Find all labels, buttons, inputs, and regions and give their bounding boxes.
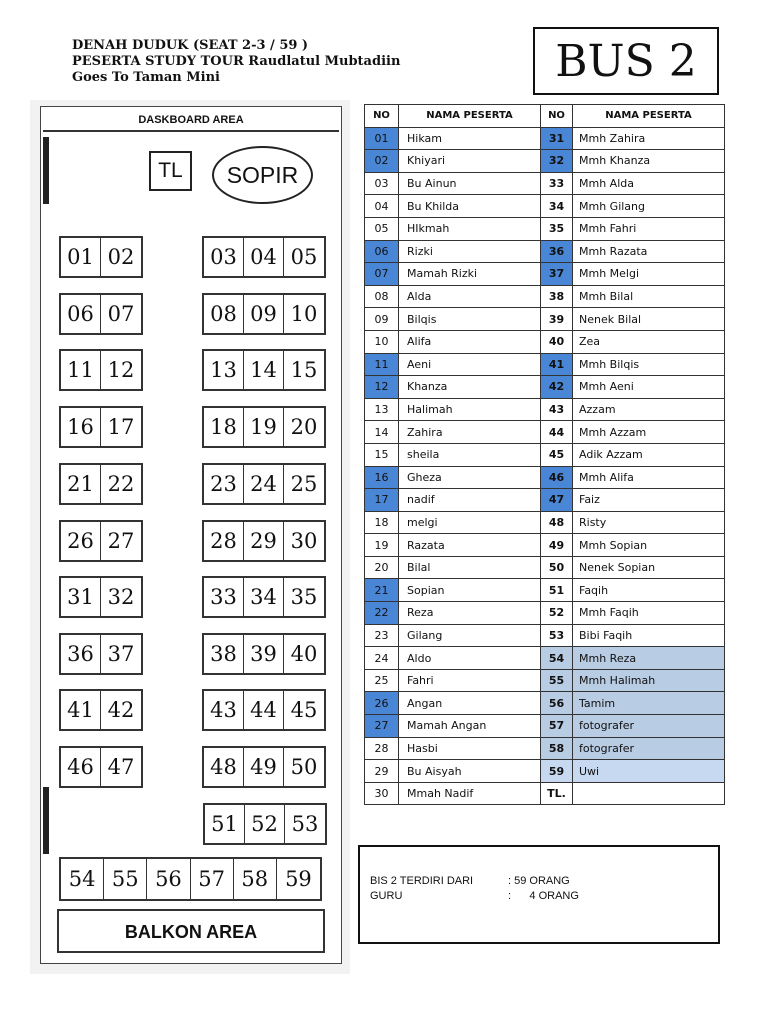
back-seat-row	[59, 857, 322, 901]
seat-group	[202, 689, 326, 731]
participant-name-2: Mmh Razata	[573, 240, 725, 263]
col-header-name-2: NAMA PESERTA	[573, 105, 725, 128]
table-row	[365, 127, 725, 150]
participant-no: 24	[365, 647, 399, 670]
participant-name: HIkmah	[399, 217, 541, 240]
participant-no-2: 50	[541, 556, 573, 579]
participant-no: 30	[365, 782, 399, 805]
participant-no-2: 45	[541, 443, 573, 466]
table-row	[365, 647, 725, 670]
seat-49: 49	[244, 748, 284, 786]
table-row	[365, 376, 725, 399]
participant-no-2: 38	[541, 285, 573, 308]
table-row	[365, 556, 725, 579]
participant-no-2: 35	[541, 217, 573, 240]
participant-no-2: 36	[541, 240, 573, 263]
seat-31: 31	[61, 578, 101, 616]
seat-group	[59, 406, 143, 448]
participant-name-2: Mmh Aeni	[573, 376, 725, 399]
seat-01: 01	[61, 238, 101, 276]
table-row	[365, 466, 725, 489]
seat-44: 44	[244, 691, 284, 729]
seat-59: 59	[285, 867, 312, 891]
seat-26: 26	[61, 522, 101, 560]
seat-group	[59, 236, 143, 278]
col-header-name: NAMA PESERTA	[399, 105, 541, 128]
participant-no-2: 51	[541, 579, 573, 602]
participant-name: Khiyari	[399, 150, 541, 173]
participant-no: 04	[365, 195, 399, 218]
participant-name: Angan	[399, 692, 541, 715]
seat-group	[59, 689, 143, 731]
participant-name: Bilal	[399, 556, 541, 579]
col-header-no: NO	[365, 105, 399, 128]
seat-30: 30	[290, 529, 318, 553]
participant-no: 08	[365, 285, 399, 308]
participant-name-2: Mmh Sopian	[573, 534, 725, 557]
table-row	[365, 715, 725, 738]
participant-no: 22	[365, 602, 399, 625]
seat-group	[202, 746, 326, 788]
header-line-3: Goes To Taman Mini	[72, 70, 220, 85]
participant-no-2: 53	[541, 624, 573, 647]
participant-name: Zahira	[399, 421, 541, 444]
participant-no: 27	[365, 715, 399, 738]
seat-47: 47	[107, 755, 135, 779]
seat-27: 27	[107, 529, 135, 553]
seat-55: 55	[104, 859, 147, 899]
participant-no-2: 37	[541, 263, 573, 286]
participant-no: 05	[365, 217, 399, 240]
participant-no: 16	[365, 466, 399, 489]
participant-name-2: Mmh Zahira	[573, 127, 725, 150]
participant-name-2: Zea	[573, 330, 725, 353]
summary-total-value: : 59 ORANG	[508, 875, 570, 887]
balkon-area: BALKON AREA	[57, 909, 325, 953]
participant-name: Mamah Angan	[399, 715, 541, 738]
participant-name-2: Mmh Azzam	[573, 421, 725, 444]
seat-group	[59, 293, 143, 335]
participant-name: Khanza	[399, 376, 541, 399]
participant-name-2: fotografer	[573, 715, 725, 738]
participant-no-2: 52	[541, 602, 573, 625]
participant-no-2: 44	[541, 421, 573, 444]
participant-name-2	[573, 782, 725, 805]
seat-40: 40	[290, 642, 318, 666]
participant-name: Razata	[399, 534, 541, 557]
participant-name: Aeni	[399, 353, 541, 376]
seat-02: 02	[107, 245, 135, 269]
seat-32: 32	[107, 585, 135, 609]
participant-no: 23	[365, 624, 399, 647]
participant-no: 20	[365, 556, 399, 579]
seat-39: 39	[244, 635, 284, 673]
table-row	[365, 217, 725, 240]
seat-52: 52	[245, 805, 285, 843]
table-row	[365, 330, 725, 353]
seat-28: 28	[204, 522, 244, 560]
participant-name: Hikam	[399, 127, 541, 150]
table-row	[365, 737, 725, 760]
seat-group	[202, 349, 326, 391]
seat-17: 17	[107, 415, 135, 439]
participant-name: nadif	[399, 489, 541, 512]
participant-name-2: Mmh Alifa	[573, 466, 725, 489]
summary-total-label: BIS 2 TERDIRI DARI	[370, 875, 474, 887]
participant-name: Bu Khilda	[399, 195, 541, 218]
participant-name-2: Mmh Bilal	[573, 285, 725, 308]
seat-56: 56	[147, 859, 190, 899]
seat-12: 12	[107, 358, 135, 382]
participant-no: 09	[365, 308, 399, 331]
participant-no-2: 34	[541, 195, 573, 218]
participant-name-2: Risty	[573, 511, 725, 534]
participant-name-2: Mmh Faqih	[573, 602, 725, 625]
table-row	[365, 692, 725, 715]
seat-33: 33	[204, 578, 244, 616]
seat-20: 20	[290, 415, 318, 439]
seat-38: 38	[204, 635, 244, 673]
table-row	[365, 398, 725, 421]
seat-48: 48	[204, 748, 244, 786]
participant-name-2: Mmh Khanza	[573, 150, 725, 173]
participant-no-2: 32	[541, 150, 573, 173]
participant-no: 01	[365, 127, 399, 150]
tour-leader-seat: TL	[149, 151, 192, 191]
participant-name: Gilang	[399, 624, 541, 647]
participant-name-2: Mmh Halimah	[573, 669, 725, 692]
participant-no-2: 47	[541, 489, 573, 512]
seat-21: 21	[61, 465, 101, 503]
participant-no: 11	[365, 353, 399, 376]
table-row	[365, 285, 725, 308]
participant-name-2: Mmh Fahri	[573, 217, 725, 240]
seat-10: 10	[290, 302, 318, 326]
participant-no-2: 46	[541, 466, 573, 489]
participant-no: 07	[365, 263, 399, 286]
participant-no: 21	[365, 579, 399, 602]
participant-no-2: 58	[541, 737, 573, 760]
table-row	[365, 624, 725, 647]
participant-no: 12	[365, 376, 399, 399]
seat-11: 11	[61, 351, 101, 389]
seat-41: 41	[61, 691, 101, 729]
seat-24: 24	[244, 465, 284, 503]
table-row	[365, 263, 725, 286]
seat-58: 58	[234, 859, 277, 899]
bus-label: BUS 2	[533, 27, 719, 95]
participant-name: Rizki	[399, 240, 541, 263]
participant-no-2: 55	[541, 669, 573, 692]
col-header-no-2: NO	[541, 105, 573, 128]
document-header	[72, 38, 400, 86]
participant-name: Hasbi	[399, 737, 541, 760]
seat-group	[202, 406, 326, 448]
participant-no-2: 40	[541, 330, 573, 353]
participant-name: Gheza	[399, 466, 541, 489]
seat-group	[202, 520, 326, 562]
participant-no-2: 54	[541, 647, 573, 670]
participant-name: sheila	[399, 443, 541, 466]
door-marker-top	[43, 137, 49, 204]
header-line-2: PESERTA STUDY TOUR Raudlatul Mubtadiin	[72, 54, 401, 69]
participant-no: 06	[365, 240, 399, 263]
seat-group	[202, 633, 326, 675]
participant-name-2: Mmh Reza	[573, 647, 725, 670]
seat-group	[202, 236, 326, 278]
seat-37: 37	[107, 642, 135, 666]
participant-no-2: 59	[541, 760, 573, 783]
participant-no-2: 33	[541, 172, 573, 195]
participant-no-2: TL.	[541, 782, 573, 805]
participant-name-2: Mmh Alda	[573, 172, 725, 195]
participant-no-2: 43	[541, 398, 573, 421]
driver-seat: SOPIR	[212, 146, 313, 204]
seat-23: 23	[204, 465, 244, 503]
seat-14: 14	[244, 351, 284, 389]
participant-name: Alifa	[399, 330, 541, 353]
table-row	[365, 353, 725, 376]
seat-34: 34	[244, 578, 284, 616]
participant-name-2: Faiz	[573, 489, 725, 512]
participant-no: 14	[365, 421, 399, 444]
participant-name: Aldo	[399, 647, 541, 670]
participant-no-2: 49	[541, 534, 573, 557]
seat-25: 25	[290, 472, 318, 496]
seat-51: 51	[205, 805, 245, 843]
participant-name: Bu Ainun	[399, 172, 541, 195]
table-body	[365, 127, 725, 805]
seat-16: 16	[61, 408, 101, 446]
participant-no-2: 56	[541, 692, 573, 715]
seat-15: 15	[290, 358, 318, 382]
participant-name: melgi	[399, 511, 541, 534]
seat-36: 36	[61, 635, 101, 673]
seat-group	[202, 463, 326, 505]
table-row	[365, 602, 725, 625]
participant-no-2: 31	[541, 127, 573, 150]
table-row	[365, 669, 725, 692]
seat-group	[203, 803, 327, 845]
participant-no-2: 48	[541, 511, 573, 534]
seat-group	[59, 463, 143, 505]
participant-no-2: 42	[541, 376, 573, 399]
seat-04: 04	[244, 238, 284, 276]
seat-group	[59, 746, 143, 788]
participant-no-2: 39	[541, 308, 573, 331]
seat-07: 07	[107, 302, 135, 326]
seat-43: 43	[204, 691, 244, 729]
table-row	[365, 489, 725, 512]
seat-09: 09	[244, 295, 284, 333]
participant-name-2: Mmh Melgi	[573, 263, 725, 286]
seat-group	[59, 576, 143, 618]
seat-group	[59, 349, 143, 391]
table-row	[365, 150, 725, 173]
seat-08: 08	[204, 295, 244, 333]
participant-name-2: Tamim	[573, 692, 725, 715]
seat-42: 42	[107, 698, 135, 722]
participant-no: 17	[365, 489, 399, 512]
table-row	[365, 511, 725, 534]
participant-table	[364, 104, 725, 805]
seat-53: 53	[291, 812, 319, 836]
dashboard-area: DASKBOARD AREA	[43, 108, 339, 132]
table-row	[365, 782, 725, 805]
seat-50: 50	[290, 755, 318, 779]
participant-name: Sopian	[399, 579, 541, 602]
seat-54: 54	[61, 859, 104, 899]
table-row	[365, 534, 725, 557]
table-row	[365, 443, 725, 466]
seat-05: 05	[290, 245, 318, 269]
participant-no: 25	[365, 669, 399, 692]
table-row	[365, 172, 725, 195]
seat-22: 22	[107, 472, 135, 496]
table-row	[365, 195, 725, 218]
table-row	[365, 308, 725, 331]
participant-name-2: Uwi	[573, 760, 725, 783]
seat-45: 45	[290, 698, 318, 722]
participant-name: Fahri	[399, 669, 541, 692]
table-row	[365, 240, 725, 263]
seat-group	[202, 293, 326, 335]
participant-name-2: Bibi Faqih	[573, 624, 725, 647]
participant-no: 26	[365, 692, 399, 715]
participant-name: Mamah Rizki	[399, 263, 541, 286]
seat-19: 19	[244, 408, 284, 446]
participant-name: Mmah Nadif	[399, 782, 541, 805]
seat-group	[202, 576, 326, 618]
participant-name: Reza	[399, 602, 541, 625]
participant-no-2: 41	[541, 353, 573, 376]
participant-name-2: Nenek Bilal	[573, 308, 725, 331]
participant-no: 15	[365, 443, 399, 466]
participant-no-2: 57	[541, 715, 573, 738]
participant-name: Halimah	[399, 398, 541, 421]
seat-03: 03	[204, 238, 244, 276]
participant-name: Bilqis	[399, 308, 541, 331]
seat-18: 18	[204, 408, 244, 446]
participant-no: 29	[365, 760, 399, 783]
table-row	[365, 760, 725, 783]
participant-name-2: fotografer	[573, 737, 725, 760]
participant-no: 03	[365, 172, 399, 195]
participant-name-2: Faqih	[573, 579, 725, 602]
summary-guru-value: : 4 ORANG	[508, 890, 579, 902]
table-row	[365, 421, 725, 444]
participant-name: Alda	[399, 285, 541, 308]
seat-group	[59, 520, 143, 562]
seat-06: 06	[61, 295, 101, 333]
participant-no: 02	[365, 150, 399, 173]
summary-box	[358, 845, 720, 944]
participant-name-2: Adik Azzam	[573, 443, 725, 466]
seat-46: 46	[61, 748, 101, 786]
seat-group	[59, 633, 143, 675]
seat-35: 35	[290, 585, 318, 609]
participant-no: 28	[365, 737, 399, 760]
participant-name-2: Nenek Sopian	[573, 556, 725, 579]
participant-no: 19	[365, 534, 399, 557]
seat-13: 13	[204, 351, 244, 389]
seat-29: 29	[244, 522, 284, 560]
participant-no: 10	[365, 330, 399, 353]
participant-name-2: Mmh Gilang	[573, 195, 725, 218]
summary-guru-label: GURU	[370, 890, 403, 902]
participant-no: 13	[365, 398, 399, 421]
door-marker-bottom	[43, 787, 49, 854]
seat-57: 57	[191, 859, 234, 899]
participant-name-2: Mmh Bilqis	[573, 353, 725, 376]
table-header-row	[365, 105, 725, 128]
participant-no: 18	[365, 511, 399, 534]
participant-name-2: Azzam	[573, 398, 725, 421]
table-row	[365, 579, 725, 602]
header-line-1: DENAH DUDUK (SEAT 2-3 / 59 )	[72, 38, 309, 53]
participant-name: Bu Aisyah	[399, 760, 541, 783]
